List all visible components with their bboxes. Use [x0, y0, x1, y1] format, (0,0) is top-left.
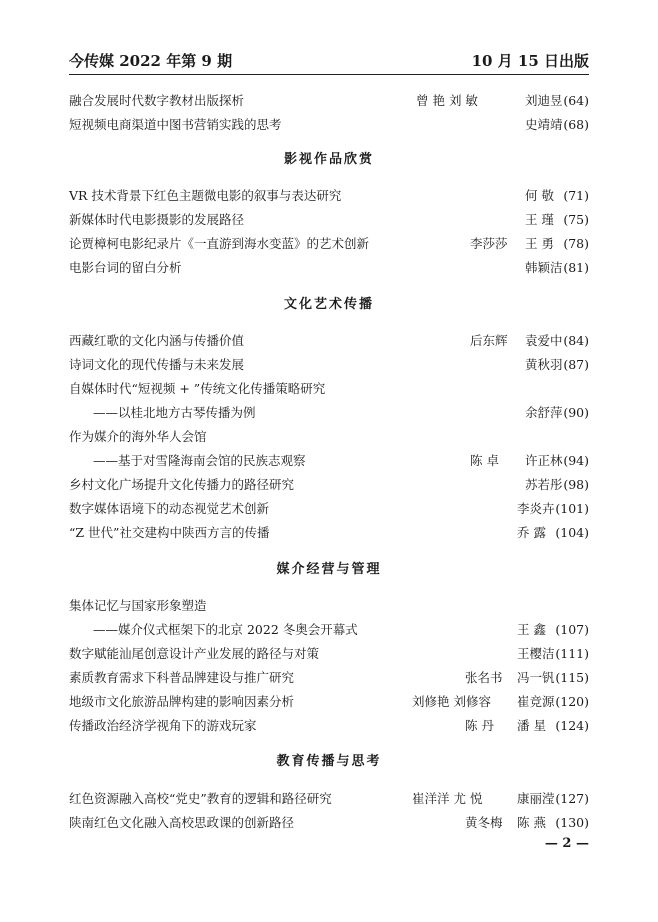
- entry-authors: 崔洋洋 尤 悦: [412, 791, 483, 806]
- entry-title: 素质教育需求下科普品牌建设与推广研究: [69, 670, 295, 685]
- entry-title: 融合发展时代数字教材出版探析: [69, 93, 245, 108]
- entry-authors: 陈 卓: [470, 453, 499, 468]
- entry-author: 韩颖洁: [525, 260, 563, 275]
- entry-page: (107): [555, 622, 589, 637]
- entry-author: 康丽滢: [517, 791, 555, 806]
- toc-entry: [69, 692, 589, 712]
- entry-title: 自媒体时代“短视频 + ”传统文化传播策略研究: [69, 381, 326, 396]
- entry-author: 陈 燕: [517, 815, 546, 830]
- entry-author: 乔 露: [517, 525, 546, 540]
- section-heading: 教育传播与思考: [276, 754, 382, 769]
- entry-author: 袁爱中: [525, 333, 563, 348]
- entry-subtitle: ——基于对雪隆海南会馆的民族志观察: [93, 453, 306, 468]
- entry-page: (71): [563, 188, 589, 203]
- toc-entry: [69, 644, 589, 664]
- section-heading: 文化艺术传播: [283, 297, 374, 312]
- journal-issue: 今传媒 2022 年第 9 期: [69, 52, 233, 70]
- toc-entry: [69, 427, 589, 447]
- entry-title: 诗词文化的现代传播与未来发展: [69, 357, 245, 372]
- entry-authors: 曾 艳 刘 敏: [416, 93, 478, 108]
- entry-page: (98): [563, 477, 589, 492]
- entry-title: 数字赋能汕尾创意设计产业发展的路径与对策: [69, 646, 320, 661]
- entry-title: 传播政治经济学视角下的游戏玩家: [69, 718, 257, 733]
- entry-title: 数字媒体语境下的动态视觉艺术创新: [69, 501, 270, 516]
- toc-entry-subtitle: [69, 403, 589, 423]
- entry-title: “Z 世代”社交建构中陕西方言的传播: [69, 525, 270, 540]
- entry-title: 作为媒介的海外华人会馆: [69, 429, 207, 444]
- entry-title: 红色资源融入高校“党史”教育的逻辑和路径研究: [69, 791, 332, 806]
- section-heading: 影视作品欣赏: [283, 152, 374, 167]
- entry-author: 何 敬: [525, 188, 554, 203]
- toc-entry: [69, 523, 589, 543]
- toc-entry: [69, 813, 589, 833]
- entry-page: (90): [563, 405, 589, 420]
- entry-author: 黄秋羽: [525, 357, 563, 372]
- entry-title: 地级市文化旅游品牌构建的影响因素分析: [69, 694, 295, 709]
- entry-author: 王 鑫: [517, 622, 546, 637]
- toc-entry: [69, 789, 589, 809]
- entry-title: VR 技术背景下红色主题微电影的叙事与表达研究: [69, 188, 342, 203]
- entry-page: (84): [563, 333, 589, 348]
- entry-title: 乡村文化广场提升文化传播力的路径研究: [69, 477, 295, 492]
- entry-page: (124): [555, 718, 589, 733]
- page-header: [69, 50, 589, 76]
- entry-subtitle: ——媒介仪式框架下的北京 2022 冬奥会开幕式: [93, 622, 358, 637]
- entry-page: (104): [555, 525, 589, 540]
- entry-page: (130): [555, 815, 589, 830]
- toc-entry-subtitle: [69, 451, 589, 471]
- entry-page: (101): [555, 501, 589, 516]
- entry-page: (87): [563, 357, 589, 372]
- entry-authors: 张名书: [465, 670, 503, 685]
- entry-authors: 李莎莎: [470, 236, 508, 251]
- entry-authors: 黄冬梅: [465, 815, 503, 830]
- entry-author: 余舒萍: [525, 405, 563, 420]
- entry-page: (68): [563, 117, 589, 132]
- entry-author: 王 瑾: [525, 212, 554, 227]
- toc-entry-subtitle: [69, 620, 589, 640]
- publish-date: 10 月 15 日出版: [471, 52, 589, 70]
- toc-entry: [69, 115, 589, 135]
- section-heading: 媒介经营与管理: [276, 562, 382, 577]
- entry-title: 西藏红歌的文化内涵与传播价值: [69, 333, 245, 348]
- entry-author: 刘迪昱: [525, 93, 563, 108]
- entry-title: 新媒体时代电影摄影的发展路径: [69, 212, 245, 227]
- entry-author: 冯一钒: [517, 670, 555, 685]
- toc-entry: [69, 331, 589, 351]
- entry-page: (81): [563, 260, 589, 275]
- header-rule: [69, 74, 589, 75]
- toc-entry: [69, 186, 589, 206]
- entry-page: (75): [563, 212, 589, 227]
- entry-author: 王樱洁: [517, 646, 555, 661]
- toc-entry: [69, 210, 589, 230]
- toc-entry: [69, 355, 589, 375]
- page-number: — 2 —: [544, 836, 589, 851]
- entry-page: (120): [555, 694, 589, 709]
- toc-entry: [69, 234, 589, 254]
- entry-page: (111): [555, 646, 589, 661]
- entry-author: 崔竞源: [517, 694, 555, 709]
- entry-author: 李炎卉: [517, 501, 555, 516]
- entry-authors: 陈 丹: [465, 718, 494, 733]
- entry-authors: 刘修艳 刘修容: [412, 694, 491, 709]
- entry-authors: 后东辉: [470, 333, 508, 348]
- entry-author: 苏若彤: [525, 477, 563, 492]
- toc-entry: [69, 596, 589, 616]
- entry-author: 潘 星: [517, 718, 546, 733]
- entry-page: (127): [555, 791, 589, 806]
- entry-author: 史靖靖: [525, 117, 563, 132]
- toc-entry: [69, 379, 589, 399]
- toc-entry: [69, 258, 589, 278]
- toc-entry: [69, 499, 589, 519]
- entry-title: 论贾樟柯电影纪录片《一直游到海水变蓝》的艺术创新: [69, 236, 370, 251]
- toc-entry: [69, 475, 589, 495]
- entry-page: (94): [563, 453, 589, 468]
- entry-page: (115): [555, 670, 589, 685]
- entry-author: 王 勇: [525, 236, 554, 251]
- toc-entry: [69, 716, 589, 736]
- entry-title: 陕南红色文化融入高校思政课的创新路径: [69, 815, 295, 830]
- entry-page: (78): [563, 236, 589, 251]
- entry-title: 短视频电商渠道中图书营销实践的思考: [69, 117, 282, 132]
- entry-title: 电影台词的留白分析: [69, 260, 182, 275]
- entry-title: 集体记忆与国家形象塑造: [69, 598, 207, 613]
- toc-entry: [69, 668, 589, 688]
- toc-entry: [69, 91, 589, 111]
- entry-page: (64): [563, 93, 589, 108]
- entry-subtitle: ——以桂北地方古琴传播为例: [93, 405, 256, 420]
- entry-author: 许正林: [525, 453, 563, 468]
